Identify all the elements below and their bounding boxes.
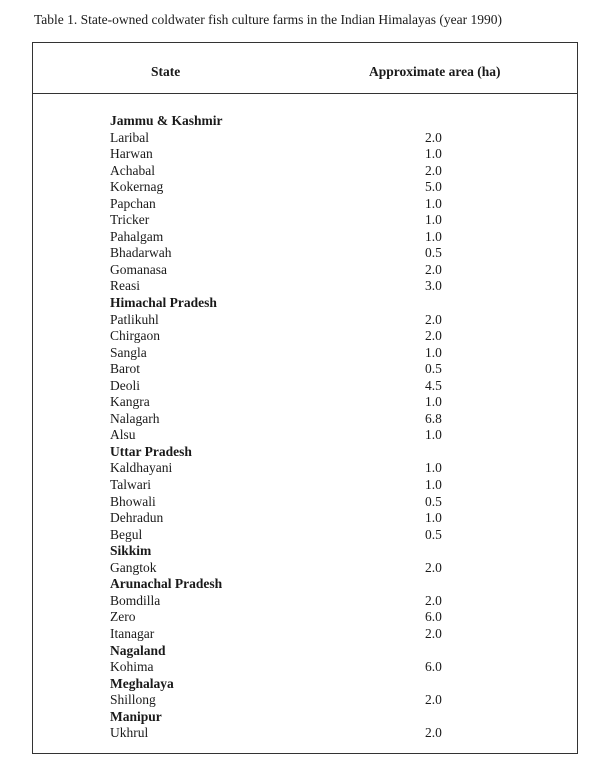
table-row — [33, 196, 577, 213]
table-row — [33, 477, 577, 494]
state-row — [33, 113, 577, 130]
farm-name: Talwari — [110, 477, 152, 493]
state-name: Meghalaya — [110, 675, 174, 691]
state-row — [33, 444, 577, 461]
farm-name: Harwan — [110, 146, 153, 162]
state-row — [33, 676, 577, 693]
table-row — [33, 278, 577, 295]
farm-area: 1.0 — [425, 510, 442, 526]
header-divider — [33, 93, 577, 94]
farm-area: 2.0 — [425, 328, 442, 344]
table-row — [33, 245, 577, 262]
farm-name: Bhowali — [110, 493, 156, 509]
table-row — [33, 378, 577, 395]
state-name: Himachal Pradesh — [110, 295, 217, 311]
table-row — [33, 626, 577, 643]
farm-area: 6.0 — [425, 609, 442, 625]
farm-area: 1.0 — [425, 212, 442, 228]
table-row — [33, 361, 577, 378]
state-row — [33, 576, 577, 593]
farm-area: 6.8 — [425, 410, 442, 426]
farm-name: Achabal — [110, 162, 155, 178]
table-body — [33, 113, 577, 742]
farm-name: Alsu — [110, 427, 136, 443]
farm-area: 1.0 — [425, 344, 442, 360]
table-row — [33, 692, 577, 709]
farm-area: 3.0 — [425, 278, 442, 294]
table-row — [33, 527, 577, 544]
column-header-area: Approximate area (ha) — [369, 64, 501, 79]
farm-area: 0.5 — [425, 245, 442, 261]
farm-name: Reasi — [110, 278, 140, 294]
table-row — [33, 312, 577, 329]
table-row — [33, 411, 577, 428]
farm-name: Tricker — [110, 212, 150, 228]
farm-name: Sangla — [110, 344, 147, 360]
table-frame — [32, 42, 578, 754]
column-header-state: State — [151, 64, 181, 79]
farm-area: 2.0 — [425, 725, 442, 741]
farm-name: Papchan — [110, 195, 156, 211]
table-row — [33, 163, 577, 180]
farm-name: Deoli — [110, 377, 140, 393]
table-row — [33, 345, 577, 362]
farm-area: 1.0 — [425, 228, 442, 244]
farm-name: Pahalgam — [110, 228, 164, 244]
farm-area: 1.0 — [425, 427, 442, 443]
table-row — [33, 394, 577, 411]
state-name: Uttar Pradesh — [110, 443, 192, 459]
table-row — [33, 262, 577, 279]
farm-area: 4.5 — [425, 377, 442, 393]
farm-area: 6.0 — [425, 659, 442, 675]
farm-area: 0.5 — [425, 526, 442, 542]
state-name: Nagaland — [110, 642, 166, 658]
farm-area: 0.5 — [425, 361, 442, 377]
farm-name: Begul — [110, 526, 143, 542]
farm-area: 2.0 — [425, 559, 442, 575]
farm-name: Chirgaon — [110, 328, 160, 344]
farm-area: 1.0 — [425, 195, 442, 211]
table-row — [33, 130, 577, 147]
farm-name: Kohima — [110, 659, 154, 675]
farm-name: Laribal — [110, 129, 149, 145]
farm-name: Zero — [110, 609, 136, 625]
state-name: Jammu & Kashmir — [110, 113, 223, 128]
farm-name: Bomdilla — [110, 592, 161, 608]
table-row — [33, 609, 577, 626]
table-row — [33, 593, 577, 610]
farm-area: 2.0 — [425, 311, 442, 327]
farm-area: 1.0 — [425, 394, 442, 410]
state-row — [33, 643, 577, 660]
table-row — [33, 229, 577, 246]
farm-area: 2.0 — [425, 625, 442, 641]
farm-area: 1.0 — [425, 477, 442, 493]
farm-name: Ukhrul — [110, 725, 149, 741]
state-row — [33, 543, 577, 560]
state-row — [33, 709, 577, 726]
farm-name: Nalagarh — [110, 410, 160, 426]
table-row — [33, 725, 577, 742]
farm-name: Dehradun — [110, 510, 164, 526]
farm-name: Gomanasa — [110, 261, 167, 277]
farm-name: Shillong — [110, 692, 156, 708]
farm-area: 2.0 — [425, 261, 442, 277]
table-row — [33, 146, 577, 163]
state-name: Sikkim — [110, 543, 152, 559]
farm-area: 2.0 — [425, 129, 442, 145]
farm-area: 5.0 — [425, 179, 442, 195]
farm-area: 1.0 — [425, 146, 442, 162]
farm-area: 2.0 — [425, 692, 442, 708]
farm-name: Itanagar — [110, 625, 155, 641]
farm-name: Gangtok — [110, 559, 157, 575]
table-row — [33, 494, 577, 511]
table-row — [33, 427, 577, 444]
farm-name: Patlikuhl — [110, 311, 159, 327]
state-name: Arunachal Pradesh — [110, 576, 223, 592]
farm-area: 2.0 — [425, 592, 442, 608]
table-row — [33, 328, 577, 345]
table-row — [33, 212, 577, 229]
farm-area: 2.0 — [425, 162, 442, 178]
table-row — [33, 460, 577, 477]
farm-area: 1.0 — [425, 460, 442, 476]
table-row — [33, 510, 577, 527]
farm-area: 0.5 — [425, 493, 442, 509]
table-row — [33, 179, 577, 196]
farm-name: Kangra — [110, 394, 150, 410]
table-row — [33, 659, 577, 676]
state-row — [33, 295, 577, 312]
table-row — [33, 560, 577, 577]
farm-name: Bhadarwah — [110, 245, 172, 261]
farm-name: Kaldhayani — [110, 460, 173, 476]
table-caption: Table 1. State-owned coldwater fish culture farms in the Indian Himalayas (year 1990) — [34, 12, 503, 27]
state-name: Manipur — [110, 708, 162, 724]
farm-name: Kokernag — [110, 179, 164, 195]
farm-name: Barot — [110, 361, 140, 377]
